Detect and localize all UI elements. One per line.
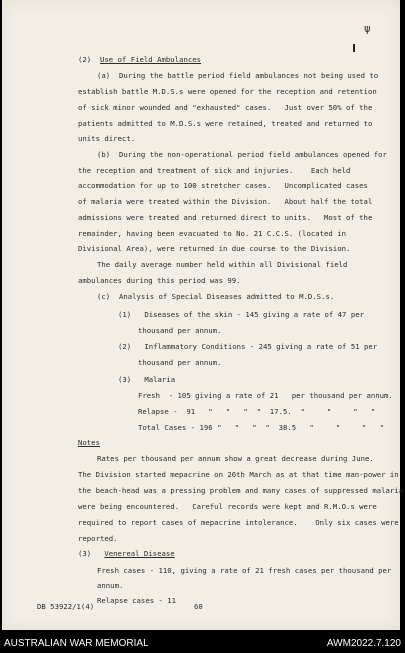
text-line: of malaria were treated within the Division. About half the total	[78, 197, 373, 206]
text-line: (2) Use of Field Ambulances	[78, 55, 202, 64]
text-line: annum.	[97, 581, 124, 590]
text-line: the reception and treatment of sick and injuries. Each held	[78, 166, 351, 175]
footer-institution: AUSTRALIAN WAR MEMORIAL	[4, 638, 149, 649]
text-line: Rates per thousand per annum show a great decrease during June.	[97, 454, 374, 463]
text-line: patients admitted to M.D.S.s were retained, treated and returned to	[78, 119, 373, 128]
ink-mark	[353, 44, 355, 52]
text-line: required to report cases of mepacrine intolerance. Only six cases were	[78, 518, 399, 527]
text-line: (c) Analysis of Special Diseases admitted to M.D.S.s.	[97, 292, 335, 301]
text-line: were being encountered. Careful records were kept and R.M.O.s were	[78, 502, 377, 511]
text-line: accommodation for up to 100 stretcher cases. Uncomplicated cases	[78, 181, 368, 190]
text-line: (3) Malaria	[118, 375, 176, 384]
text-line: the beach-head was a pressing problem and many cases of suppressed malaria	[78, 486, 404, 495]
text-line: (a) During the battle period field ambulances not being used to	[97, 71, 379, 80]
text-line: thousand per annum.	[138, 326, 222, 335]
text-line: units direct.	[78, 134, 136, 143]
text-line: reported.	[78, 534, 118, 543]
text-line: thousand per annum.	[138, 358, 222, 367]
archive-footer-bar	[0, 631, 405, 653]
text-line: establish battle M.D.S.s were opened for the reception and retention	[78, 87, 377, 96]
text-line: The daily average number held within all Divisional field	[97, 260, 348, 269]
handwritten-mark: ψ	[364, 22, 371, 35]
text-line: ambulances during this period was 99.	[78, 276, 241, 285]
text-line: admissions were treated and returned direct to units. Most of the	[78, 213, 373, 222]
text-line: remainder, having been evacuated to No. 21 C.C.S. (located in	[78, 229, 346, 238]
text-line: The Division started mepacrine on 26th March as at that time man-power in	[78, 470, 399, 479]
footer-accession-number: AWM2022.7.120	[326, 638, 401, 649]
text-line: (1) Diseases of the skin - 145 giving a rate of 47 per	[118, 310, 365, 319]
text-line: Total Cases - 196 " " " " 38.5 " " " "	[138, 423, 385, 432]
text-line: Relapse - 91 " " " " 17.5. " " " "	[138, 407, 376, 416]
text-line: Divisional Area), were returned in due course to the Division.	[78, 244, 351, 253]
text-line: Notes	[78, 438, 100, 447]
text-line: of sick minor wounded and "exhausted" cases. Just over 50% of the	[78, 103, 373, 112]
document-page	[2, 0, 404, 630]
text-line: Fresh cases - 110, giving a rate of 21 fresh cases per thousand per	[97, 566, 392, 575]
text-line: 60	[194, 602, 203, 611]
text-line: (b) During the non-operational period field ambulances opened for	[97, 150, 387, 159]
text-line: (2) Inflammatory Conditions - 245 giving a rate of 51 per	[118, 342, 378, 351]
text-line: DB 53922/1(4)	[37, 602, 95, 611]
text-line: (3) Venereal Disease	[78, 549, 175, 558]
text-line: Relapse cases - 11	[97, 596, 177, 605]
text-line: Fresh - 105 giving a rate of 21 per thousand per annum.	[138, 391, 393, 400]
